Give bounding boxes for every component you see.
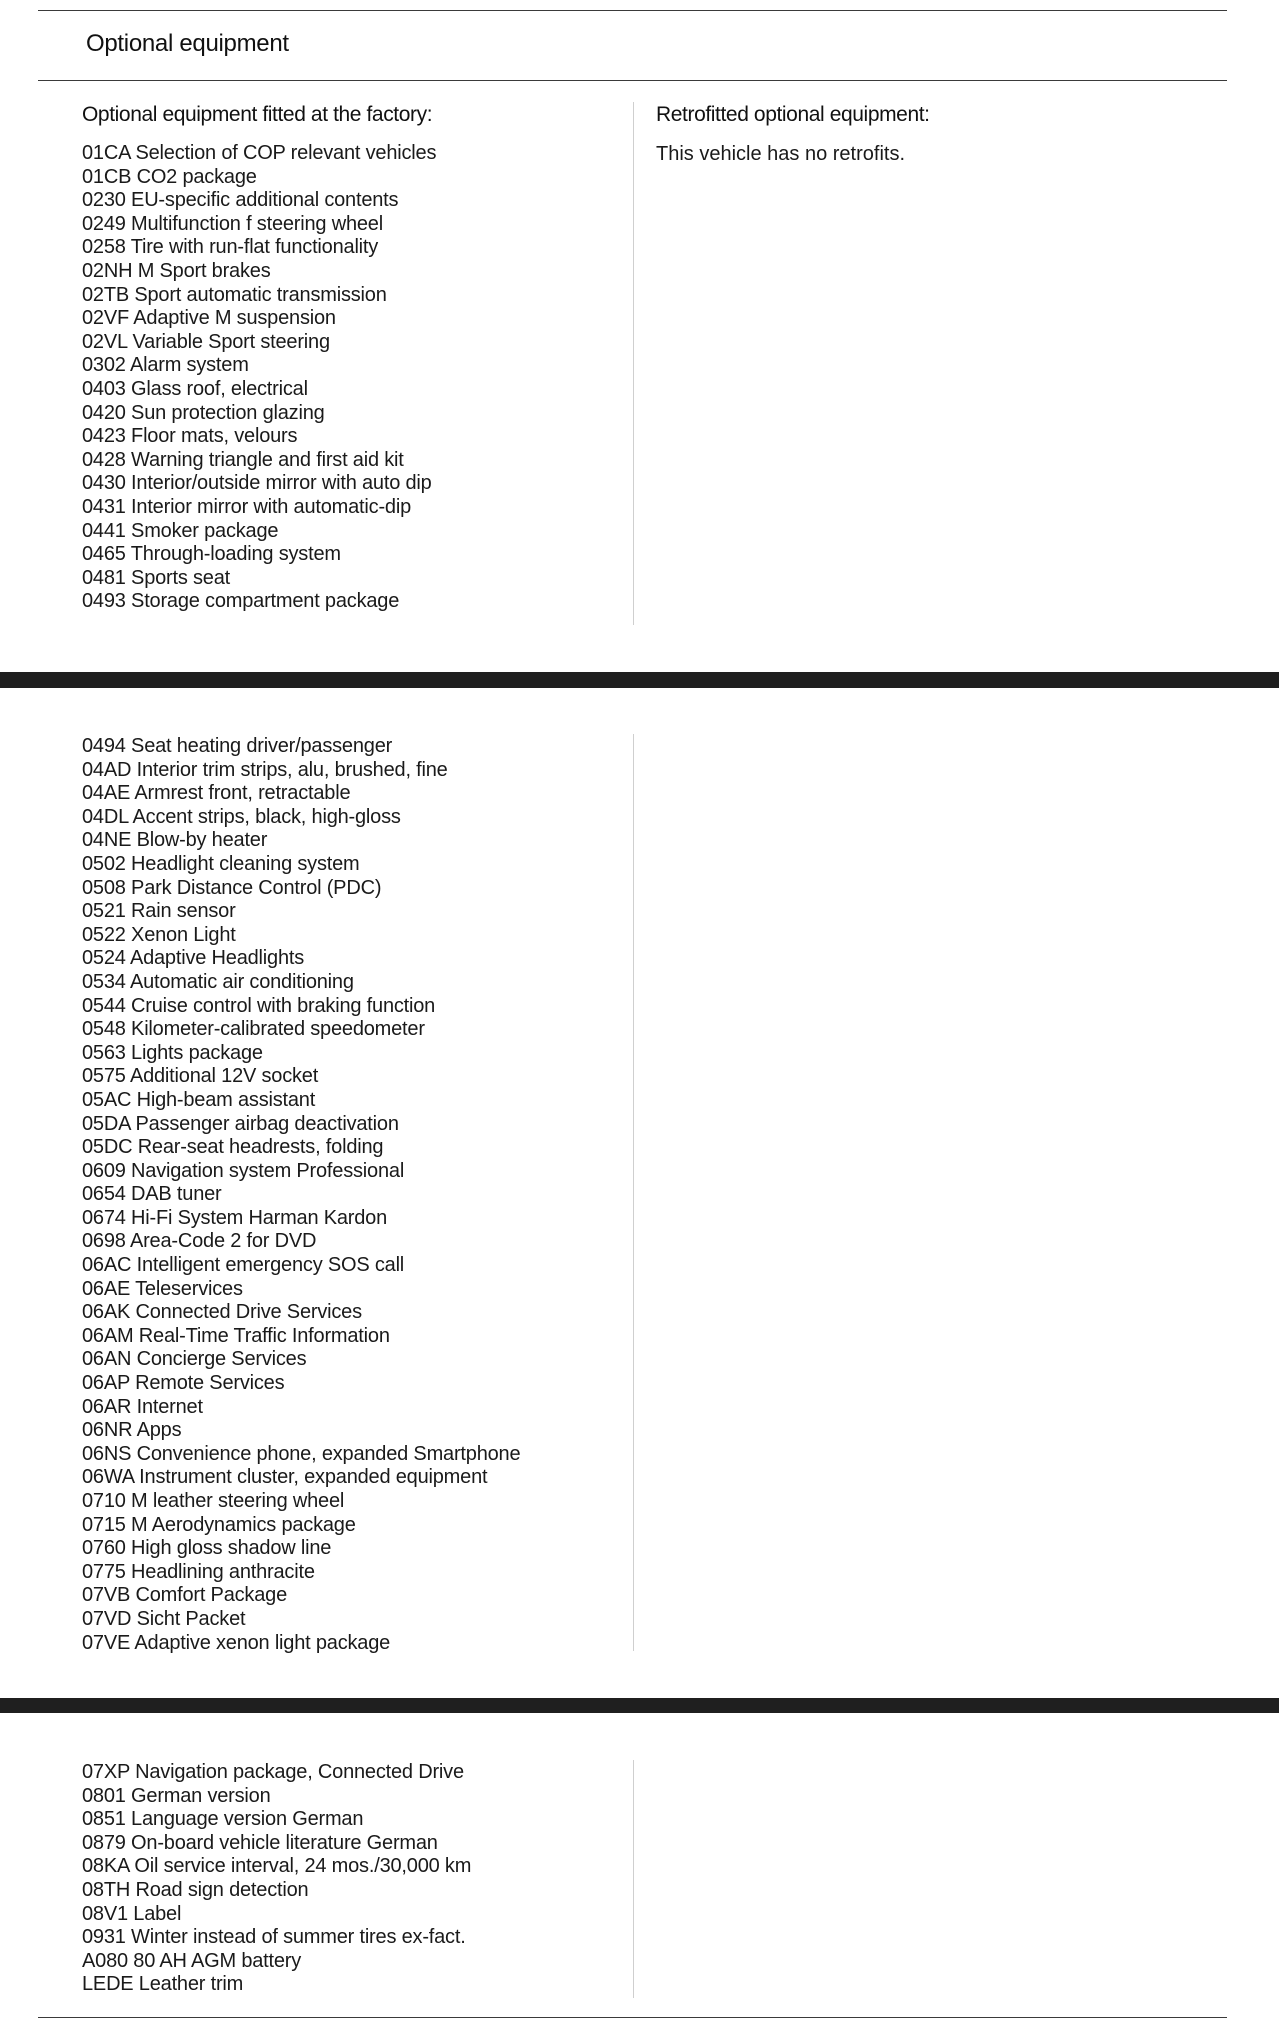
equipment-item: 08V1 Label xyxy=(82,1902,182,1925)
equipment-item: 0522 Xenon Light xyxy=(82,923,236,946)
equipment-item: 06NR Apps xyxy=(82,1419,182,1442)
equipment-item: 0575 Additional 12V socket xyxy=(82,1065,319,1088)
equipment-item: 0534 Automatic air conditioning xyxy=(82,970,354,993)
equipment-item: 07VB Comfort Package xyxy=(82,1584,287,1607)
retrofit-note: This vehicle has no retrofits. xyxy=(656,143,905,165)
equipment-item: 0674 Hi-Fi System Harman Kardon xyxy=(82,1206,388,1229)
equipment-item: 0403 Glass roof, electrical xyxy=(82,377,308,400)
equipment-item: 0801 German version xyxy=(82,1784,271,1807)
equipment-item: 0563 Lights package xyxy=(82,1041,263,1064)
equipment-item: 0508 Park Distance Control (PDC) xyxy=(82,876,382,899)
equipment-item: 0654 DAB tuner xyxy=(82,1183,222,1206)
equipment-item: 0428 Warning triangle and first aid kit xyxy=(82,448,404,471)
equipment-item: 05DC Rear-seat headrests, folding xyxy=(82,1136,384,1159)
equipment-item: 0524 Adaptive Headlights xyxy=(82,947,305,970)
equipment-item: 05DA Passenger airbag deactivation xyxy=(82,1112,399,1135)
equipment-item: A080 80 AH AGM battery xyxy=(82,1949,302,1972)
equipment-item: 06WA Instrument cluster, expanded equipment xyxy=(82,1466,488,1489)
equipment-item: 08TH Road sign detection xyxy=(82,1878,309,1901)
equipment-item: 07XP Navigation package, Connected Drive xyxy=(82,1761,464,1783)
equipment-item: 0710 M leather steering wheel xyxy=(82,1490,345,1512)
factory-equipment-list-page-3 xyxy=(82,1761,471,1997)
factory-equipment-heading: Optional equipment fitted at the factory: xyxy=(82,103,433,126)
equipment-item: 0715 M Aerodynamics package xyxy=(82,1513,356,1536)
page-break-band xyxy=(0,1698,1279,1713)
factory-equipment-list-page-2 xyxy=(82,735,520,1655)
equipment-item: 04AD Interior trim strips, alu, brushed, fine xyxy=(82,758,448,781)
top-rule xyxy=(38,10,1227,11)
equipment-item: 0548 Kilometer-calibrated speedometer xyxy=(82,1018,425,1041)
equipment-item: 06AK Connected Drive Services xyxy=(82,1301,362,1324)
equipment-item: 0430 Interior/outside mirror with auto dip xyxy=(82,472,432,495)
equipment-item: 0494 Seat heating driver/passenger xyxy=(82,735,393,757)
equipment-item: 02NH M Sport brakes xyxy=(82,259,271,282)
equipment-item: 06AM Real-Time Traffic Information xyxy=(82,1324,390,1347)
equipment-item: 01CB CO2 package xyxy=(82,165,257,188)
equipment-item: 0609 Navigation system Professional xyxy=(82,1159,405,1182)
equipment-item: 02VL Variable Sport steering xyxy=(82,330,330,353)
equipment-item: 02TB Sport automatic transmission xyxy=(82,283,387,306)
column-divider xyxy=(633,734,634,1651)
equipment-item: 04NE Blow-by heater xyxy=(82,829,268,852)
equipment-item: 0521 Rain sensor xyxy=(82,900,236,923)
equipment-item: 0465 Through-loading system xyxy=(82,543,341,566)
equipment-item: 0302 Alarm system xyxy=(82,354,249,377)
equipment-item: 0775 Headlining anthracite xyxy=(82,1560,315,1583)
equipment-item: 01CA Selection of COP relevant vehicles xyxy=(82,142,437,164)
column-divider xyxy=(633,1760,634,1998)
equipment-item: 0230 EU-specific additional contents xyxy=(82,189,399,212)
equipment-item: 0931 Winter instead of summer tires ex-fact. xyxy=(82,1926,466,1949)
equipment-item: 02VF Adaptive M suspension xyxy=(82,307,336,330)
equipment-item: 0544 Cruise control with braking function xyxy=(82,994,436,1017)
equipment-item: 0879 On-board vehicle literature German xyxy=(82,1831,438,1854)
equipment-item: 0760 High gloss shadow line xyxy=(82,1537,332,1560)
bottom-rule xyxy=(38,2017,1227,2018)
page-title: Optional equipment xyxy=(86,30,289,57)
equipment-item: 05AC High-beam assistant xyxy=(82,1088,316,1111)
equipment-item: 07VE Adaptive xenon light package xyxy=(82,1631,391,1654)
retrofit-equipment-heading: Retrofitted optional equipment: xyxy=(656,103,930,126)
equipment-item: 0441 Smoker package xyxy=(82,519,279,542)
factory-equipment-list-page-1 xyxy=(82,142,436,614)
equipment-item: 0851 Language version German xyxy=(82,1808,364,1831)
equipment-item: 0249 Multifunction f steering wheel xyxy=(82,212,383,235)
equipment-item: 0481 Sports seat xyxy=(82,566,231,589)
equipment-item: 04AE Armrest front, retractable xyxy=(82,782,351,805)
equipment-item: 06AP Remote Services xyxy=(82,1372,285,1395)
equipment-item: 06AC Intelligent emergency SOS call xyxy=(82,1254,405,1277)
page-break-band xyxy=(0,672,1279,688)
equipment-item: 0423 Floor mats, velours xyxy=(82,425,298,448)
equipment-item: 0698 Area-Code 2 for DVD xyxy=(82,1230,317,1253)
equipment-item: 06NS Convenience phone, expanded Smartphone xyxy=(82,1442,521,1465)
equipment-item: 06AN Concierge Services xyxy=(82,1348,307,1371)
equipment-item: LEDE Leather trim xyxy=(82,1973,244,1996)
equipment-item: 0493 Storage compartment package xyxy=(82,590,400,613)
equipment-item: 0431 Interior mirror with automatic-dip xyxy=(82,495,411,518)
equipment-item: 07VD Sicht Packet xyxy=(82,1607,246,1630)
equipment-item: 04DL Accent strips, black, high-gloss xyxy=(82,805,401,828)
equipment-item: 06AR Internet xyxy=(82,1395,203,1418)
equipment-item: 08KA Oil service interval, 24 mos./30,000 km xyxy=(82,1855,472,1878)
equipment-item: 0258 Tire with run-flat functionality xyxy=(82,236,379,259)
title-underline xyxy=(38,80,1227,81)
equipment-item: 0502 Headlight cleaning system xyxy=(82,852,360,875)
column-divider xyxy=(633,102,634,625)
equipment-item: 0420 Sun protection glazing xyxy=(82,401,325,424)
equipment-item: 06AE Teleservices xyxy=(82,1277,243,1300)
